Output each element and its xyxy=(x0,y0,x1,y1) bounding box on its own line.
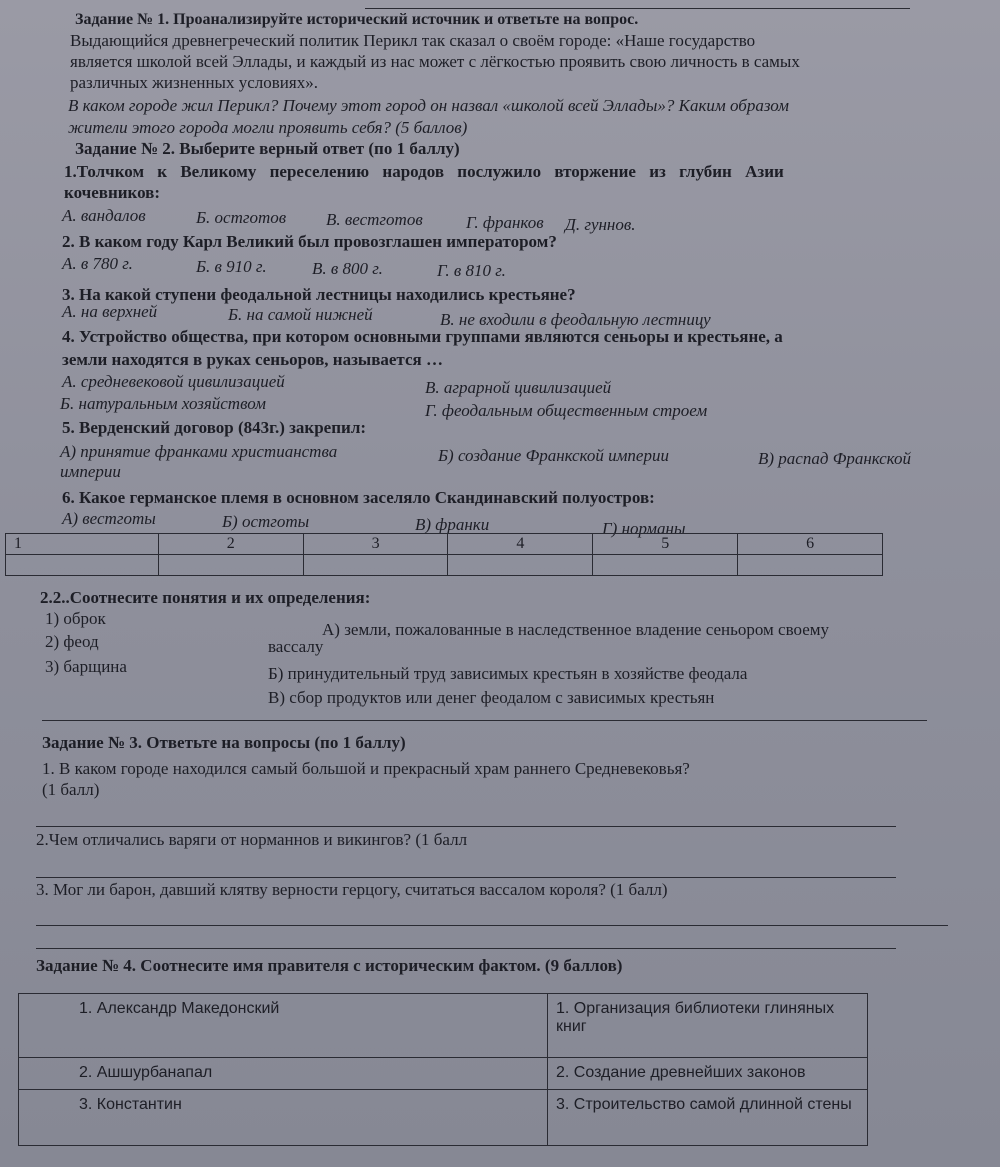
task4-fact-1: 1. Организация библиотеки глиняных книг xyxy=(548,994,868,1058)
answer-cell-5[interactable] xyxy=(593,555,738,576)
answer-table-header-5: 5 xyxy=(593,534,738,555)
task4-fact-3: 3. Строительство самой длинной стены xyxy=(548,1090,868,1146)
task22-definition-a: А) земли, пожалованные в наследственное владение сеньором своему xyxy=(322,620,830,639)
task2-q2: 2. В каком году Карл Великий был провозглашен императором? xyxy=(62,232,557,251)
answer-table-header-3: 3 xyxy=(303,534,448,555)
task2-q3-option-a: А. на верхней xyxy=(62,302,158,321)
task2-q4-line-1: 4. Устройство общества, при котором основными группами являются сеньоры и крестьяне, а xyxy=(62,327,783,346)
task2-q6-option-c: В) франки xyxy=(415,515,490,534)
answer-table-header-6: 6 xyxy=(738,534,883,555)
task2-q5: 5. Верденский договор (843г.) закрепил: xyxy=(62,418,367,437)
task2-q5-option-b: Б) создание Франкской империи xyxy=(438,446,669,465)
task3-q2: 2.Чем отличались варяги от норманнов и викингов? (1 балл xyxy=(36,830,468,849)
answer-cell-6[interactable] xyxy=(738,555,883,576)
task2-q1-option-d: Г. франков xyxy=(466,213,544,232)
task22-definition-b: Б) принудительный труд зависимых крестьян в хозяйстве феодала xyxy=(268,664,748,683)
answer-cell-2[interactable] xyxy=(158,555,303,576)
task1-text-line-2: является школой всей Эллады, и каждый из нас может с лёгкостью проявить свою личность в самых xyxy=(70,52,800,71)
task3-q3-answer-line-1[interactable] xyxy=(36,925,948,926)
task2-q5-option-c-cont: империи xyxy=(60,462,121,481)
task1-text-line-3: различных жизненных условиях». xyxy=(70,73,318,92)
task22-definition-a-cont: вассалу xyxy=(268,637,324,656)
task4-ruler-1: 1. Александр Македонский xyxy=(19,994,548,1058)
task4-fact-2: 2. Создание древнейших законов xyxy=(548,1058,868,1090)
task3-q1-answer-line[interactable] xyxy=(36,826,896,827)
task2-q1-option-e: Д. гуннов. xyxy=(565,215,636,234)
task22-term-3: 3) барщина xyxy=(45,657,127,676)
task2-title: Задание № 2. Выберите верный ответ (по 1 баллу) xyxy=(75,139,460,158)
task3-q2-answer-line[interactable] xyxy=(36,877,896,878)
task2-q4-line-2: земли находятся в руках сеньоров, называется … xyxy=(62,350,443,369)
task1-question-line-2: жители этого города могли проявить себя? (5 баллов) xyxy=(68,118,468,137)
answer-table-header-row xyxy=(6,534,883,555)
task2-q5-option-a: А) принятие франками христианства xyxy=(60,442,338,461)
task2-q3-option-c: В. не входили в феодальную лестницу xyxy=(440,310,711,329)
task2-q3: 3. На какой ступени феодальной лестницы находились крестьяне? xyxy=(62,285,576,304)
task2-q2-option-b: Б. в 910 г. xyxy=(196,257,267,276)
answer-cell-1[interactable] xyxy=(6,555,159,576)
task3-q3-answer-line-2[interactable] xyxy=(36,948,896,949)
answer-cell-3[interactable] xyxy=(303,555,448,576)
task22-term-1: 1) оброк xyxy=(45,609,106,628)
task4-row-2 xyxy=(19,1058,868,1090)
answer-table-header-2: 2 xyxy=(158,534,303,555)
answer-table-header-4: 4 xyxy=(448,534,593,555)
task4-row-1 xyxy=(19,994,868,1058)
task4-title: Задание № 4. Соотнесите имя правителя с историческим фактом. (9 баллов) xyxy=(36,956,623,975)
task2-q4-option-a: А. средневековой цивилизацией xyxy=(62,372,285,391)
task2-q1-option-c: В. вестготов xyxy=(326,210,423,229)
task3-q1-points: (1 балл) xyxy=(42,780,100,799)
task2-q6-option-d: Г) норманы xyxy=(602,519,686,538)
task2-q3-option-b: Б. на самой нижней xyxy=(228,305,373,324)
task3-q3: 3. Мог ли барон, давший клятву верности герцогу, считаться вассалом короля? (1 балл) xyxy=(36,880,668,899)
task2-q1-option-a: А. вандалов xyxy=(62,206,146,225)
task2-q4-option-b: Б. натуральным хозяйством xyxy=(60,394,266,413)
task22-answer-line[interactable] xyxy=(42,720,927,721)
answer-cell-4[interactable] xyxy=(448,555,593,576)
task2-q5-option-c: В) распад Франкской xyxy=(758,449,911,468)
task1-title: Задание № 1. Проанализируйте исторический источник и ответьте на вопрос. xyxy=(75,11,639,28)
task4-row-3 xyxy=(19,1090,868,1146)
answer-table-answer-row xyxy=(6,555,883,576)
task2-q2-option-a: А. в 780 г. xyxy=(62,254,133,273)
task2-q2-option-d: Г. в 810 г. xyxy=(437,261,506,280)
task2-q1-option-b: Б. остготов xyxy=(196,208,287,227)
task3-title: Задание № 3. Ответьте на вопросы (по 1 баллу) xyxy=(42,733,406,752)
task2-q6-option-a: А) вестготы xyxy=(62,509,156,528)
task22-definition-c: В) сбор продуктов или денег феодалом с зависимых крестьян xyxy=(268,688,715,707)
task4-ruler-2: 2. Ашшурбанапал xyxy=(19,1058,548,1090)
task22-title: 2.2..Соотнесите понятия и их определения: xyxy=(40,588,371,607)
task2-q2-option-c: В. в 800 г. xyxy=(312,259,383,278)
task1-question-line-1: В каком городе жил Перикл? Почему этот город он назвал «школой всей Эллады»? Каким образом xyxy=(68,96,789,115)
answer-table-header-1: 1 xyxy=(6,534,159,555)
task4-table xyxy=(18,993,868,1146)
task1-text-line-1: Выдающийся древнегреческий политик Перикл так сказал о своём городе: «Наше государство xyxy=(70,31,756,50)
answer-table xyxy=(5,533,883,576)
task2-q1-line-1: 1.Толчком к Великому переселению народов послужило вторжение из глубин Азии xyxy=(64,162,784,181)
task4-ruler-3: 3. Константин xyxy=(19,1090,548,1146)
task2-q4-option-d: Г. феодальным общественным строем xyxy=(425,401,708,420)
task2-q6-option-b: Б) остготы xyxy=(222,512,310,531)
task22-term-2: 2) феод xyxy=(45,632,99,651)
task2-q6: 6. Какое германское племя в основном заселяло Скандинавский полуостров: xyxy=(62,488,655,507)
task2-q1-line-2: кочевников: xyxy=(64,183,161,202)
task3-q1: 1. В каком городе находился самый большой и прекрасный храм раннего Средневековья? xyxy=(42,759,690,778)
task2-q4-option-c: В. аграрной цивилизацией xyxy=(425,378,612,397)
top-rule xyxy=(365,8,910,9)
